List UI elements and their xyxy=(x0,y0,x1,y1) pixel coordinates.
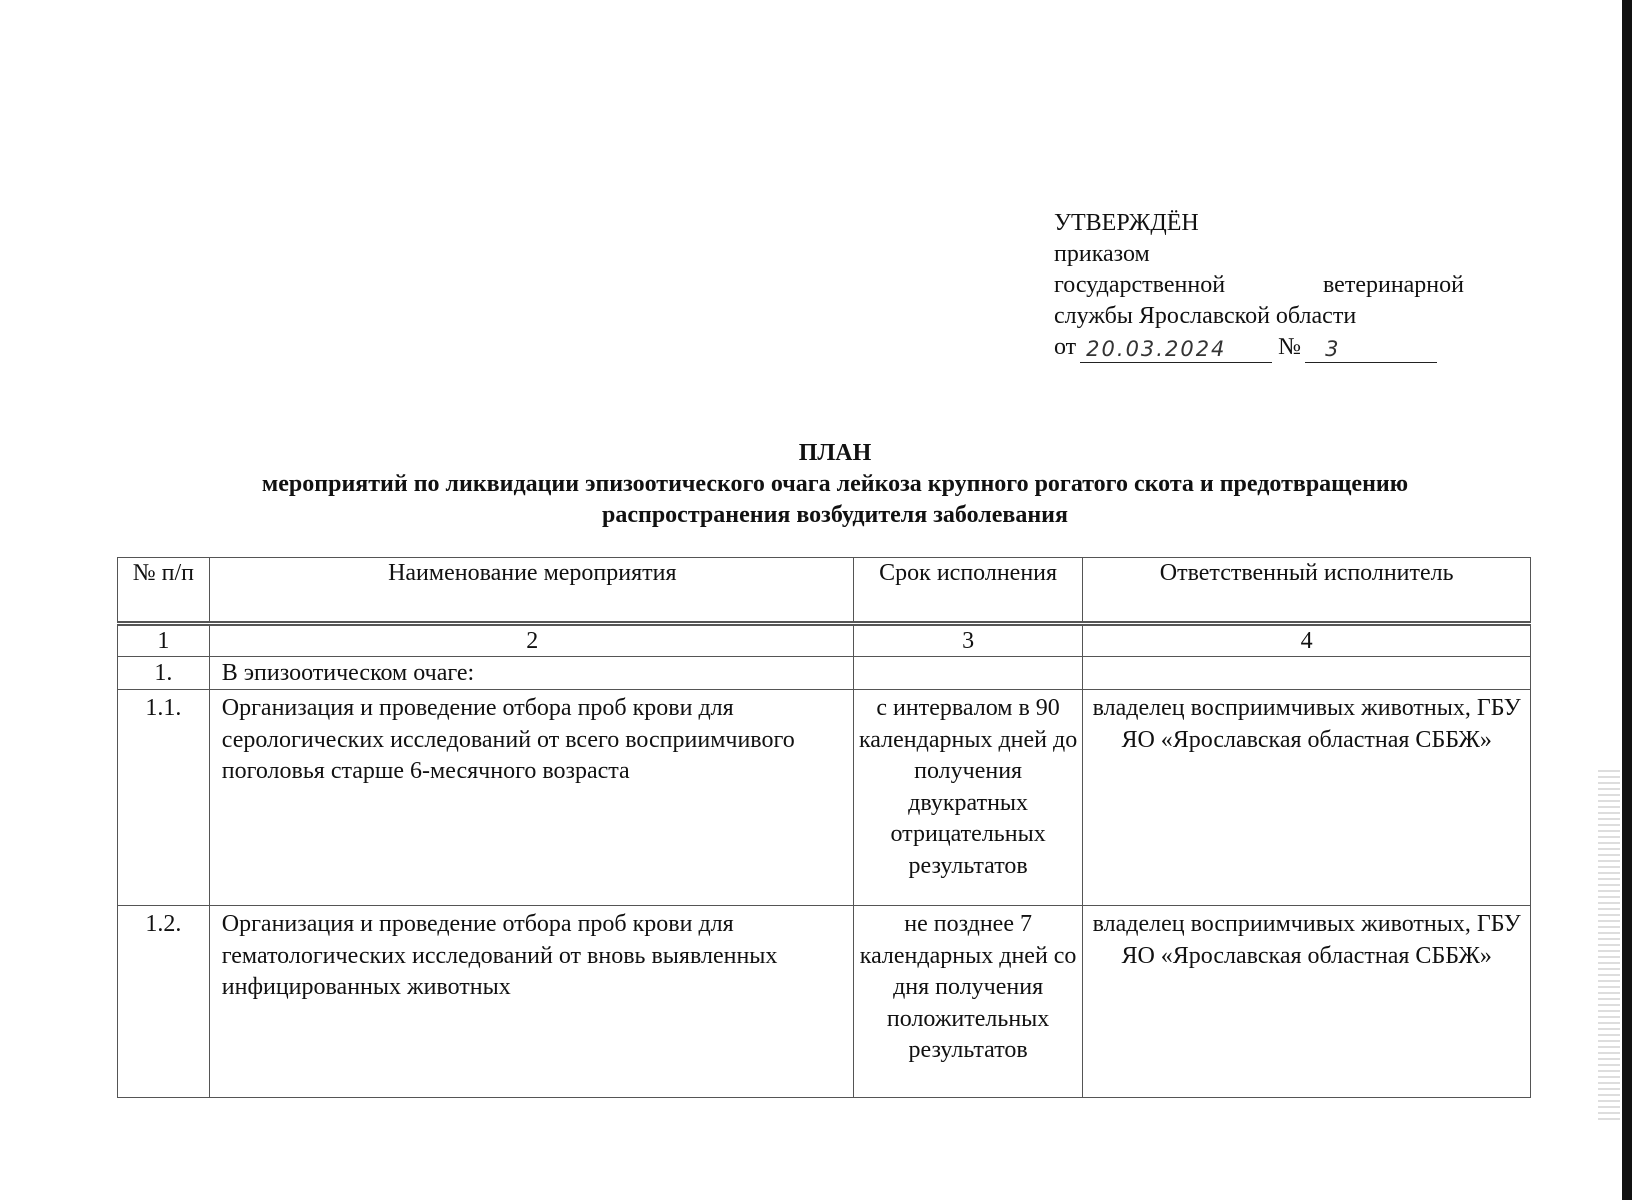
row-responsible: владелец восприимчивых животных, ГБУ ЯО «Ярославская областная СББЖ» xyxy=(1083,690,1531,906)
plan-table xyxy=(117,557,1531,1098)
approval-line-state: государственной xyxy=(1054,272,1226,298)
scan-edge-border xyxy=(1622,0,1632,1200)
approval-title: УТВЕРЖДЁН xyxy=(1054,210,1199,236)
table-row xyxy=(118,690,1531,906)
column-number: 3 xyxy=(853,624,1083,657)
row-responsible xyxy=(1083,657,1531,690)
row-name: Организация и проведение отбора проб крови для гематологических исследований от вновь выявленных инфицированных животных xyxy=(209,906,853,1098)
document-subtitle-line2: распространения возбудителя заболевания xyxy=(602,502,1068,528)
column-number: 1 xyxy=(118,624,210,657)
row-term: не позднее 7 календарных дней со дня получения положительных результатов xyxy=(853,906,1083,1098)
approval-date-line xyxy=(1054,332,1464,363)
date-prefix: от xyxy=(1054,334,1077,360)
row-name: Организация и проведение отбора проб крови для серологических исследований от всего восприимчивого поголовья старше 6-месячного возраста xyxy=(209,690,853,906)
document-title: ПЛАН xyxy=(798,440,872,466)
document-subtitle-line1: мероприятий по ликвидации эпизоотического очага лейкоза крупного рогатого скота и предотвращению xyxy=(261,471,1409,497)
column-numbers-row xyxy=(118,624,1531,657)
header-num: № п/п xyxy=(118,558,210,624)
approval-line-order: приказом xyxy=(1054,241,1150,267)
number-sign: № xyxy=(1278,334,1302,360)
header-term: Срок исполнения xyxy=(853,558,1083,624)
handwritten-number: 3 xyxy=(1305,336,1437,363)
handwritten-date: 20.03.2024 xyxy=(1080,336,1272,363)
document-heading xyxy=(110,438,1560,531)
row-num: 1.1. xyxy=(118,690,210,906)
row-name: В эпизоотическом очаге: xyxy=(209,657,853,690)
header-responsible: Ответственный исполнитель xyxy=(1083,558,1531,624)
table-row xyxy=(118,906,1531,1098)
column-number: 2 xyxy=(209,624,853,657)
approval-line-region: службы Ярославской области xyxy=(1054,303,1357,329)
scan-artifact xyxy=(1598,770,1620,1120)
approval-line-veterinary: ветеринарной xyxy=(1322,272,1464,298)
table-header-row xyxy=(118,558,1531,624)
row-term xyxy=(853,657,1083,690)
approval-line-service xyxy=(1054,270,1464,301)
row-num: 1.2. xyxy=(118,906,210,1098)
header-name: Наименование мероприятия xyxy=(209,558,853,624)
row-responsible: владелец восприимчивых животных, ГБУ ЯО «Ярославская областная СББЖ» xyxy=(1083,906,1531,1098)
approval-stamp xyxy=(1054,208,1464,363)
row-term: с интервалом в 90 календарных дней до получения двукратных отрицательных результатов xyxy=(853,690,1083,906)
table-row xyxy=(118,657,1531,690)
row-num: 1. xyxy=(118,657,210,690)
column-number: 4 xyxy=(1083,624,1531,657)
